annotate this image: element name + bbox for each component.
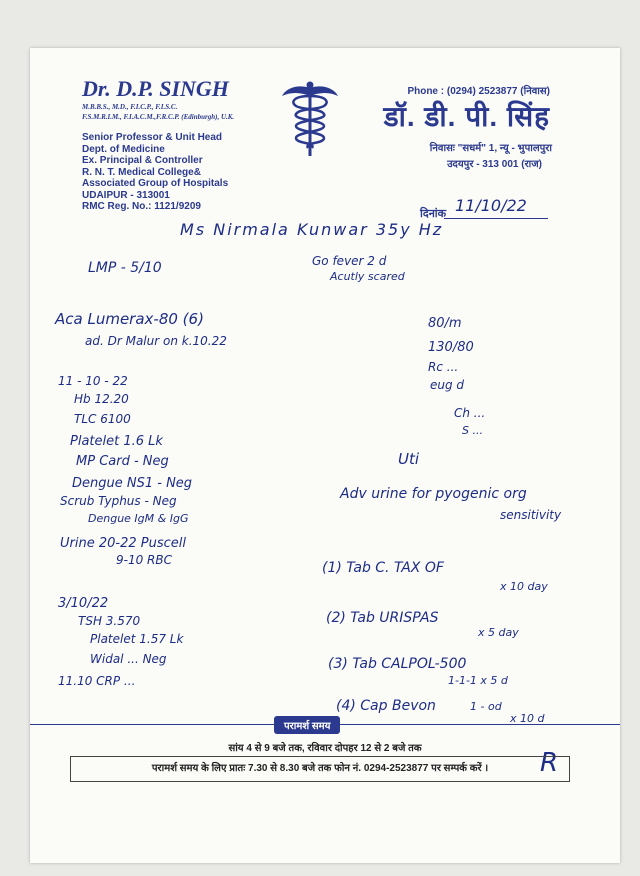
designation-line: Associated Group of Hospitals [82, 178, 229, 189]
handwritten-note: TSH 3.570 [78, 614, 141, 628]
handwritten-rx-dose: 1-1-1 x 5 d [448, 674, 508, 687]
designation-line: Dept. of Medicine [82, 143, 165, 155]
handwritten-note: MP Card - Neg [76, 454, 169, 469]
qualification-line: M.B.B.S., M.D., F.I.C.P., F.I.S.C. [82, 103, 178, 111]
designation-line: R. N. T. Medical College& [82, 166, 201, 178]
handwritten-note: Dengue NS1 - Neg [72, 476, 193, 491]
designation-line: Ex. Principal & Controller [82, 155, 203, 166]
consultation-timing: सांय 4 से 9 बजे तक, रविवार दोपहर 12 से 2 बजे तक [228, 743, 422, 754]
date-underline [444, 218, 548, 219]
handwritten-note: 11.10 CRP ... [58, 674, 136, 688]
handwritten-note: Hb 12.20 [74, 392, 129, 406]
handwritten-rx-dose: 1 - od [470, 700, 502, 713]
designation-line: RMC Reg. No.: 1121/9209 [82, 201, 201, 212]
handwritten-advice-note: sensitivity [500, 508, 562, 522]
handwritten-note: Dengue IgM & IgG [88, 512, 189, 525]
handwritten-complaint: Acutly scared [330, 270, 405, 283]
contact-note: परामर्श समय के लिए प्रातः 7.30 से 8.30 बजे तक फोन नं. 0294-2523877 पर सम्पर्क करें । [151, 763, 489, 774]
handwritten-note: Aca Lumerax-80 (6) [55, 310, 204, 328]
handwritten-complaint: Go fever 2 d [312, 254, 387, 268]
handwritten-note: Scrub Typhus - Neg [60, 494, 177, 508]
handwritten-rx-dose: x 10 d [510, 712, 545, 725]
address-line-1: निवासः "सधर्म" 1, न्यू - भुपालपुरा [429, 143, 552, 154]
handwritten-vital: 80/m [428, 316, 462, 331]
address-line-2: उदयपुर - 313 001 (राज) [447, 159, 542, 170]
handwritten-rx-item: (3) Tab CALPOL-500 [328, 656, 467, 672]
handwritten-signature: R [540, 748, 559, 778]
handwritten-note: Platelet 1.57 Lk [90, 632, 184, 646]
handwritten-note: Platelet 1.6 Lk [70, 434, 163, 449]
handwritten-rx-item: (2) Tab URISPAS [326, 610, 439, 626]
handwritten-note: Widal ... Neg [90, 652, 167, 666]
handwritten-note: Urine 20-22 Puscell [60, 536, 186, 551]
handwritten-vital: 130/80 [428, 340, 474, 355]
qualifications [82, 102, 234, 122]
caduceus-icon [280, 78, 340, 158]
handwritten-advice: Adv urine for pyogenic org [340, 486, 527, 502]
prescription-paper [30, 48, 620, 863]
designation-block [82, 132, 228, 213]
handwritten-note: ad. Dr Malur on k.10.22 [85, 334, 227, 348]
handwritten-note: 9-10 RBC [116, 553, 172, 567]
handwritten-patient-name: Ms Nirmala Kunwar 35y Hz [180, 220, 444, 239]
qualification-line: F.S.M.R.I.M., F.I.A.C.M.,F.R.C.P. (Edinburgh), U.K. [82, 113, 235, 121]
handwritten-vital: Rc ... [428, 360, 459, 374]
date-label: दिनांक [420, 208, 447, 220]
handwritten-note: TLC 6100 [74, 412, 131, 426]
contact-note-box [70, 756, 570, 782]
handwritten-rx-item: (1) Tab C. TAX OF [322, 560, 444, 576]
handwritten-diagnosis: Uti [398, 450, 420, 468]
handwritten-vital: eug d [430, 378, 465, 392]
handwritten-note: 11 - 10 - 22 [58, 374, 128, 388]
handwritten-note: 3/10/22 [58, 596, 109, 611]
designation-line: Senior Professor & Unit Head [82, 132, 223, 143]
handwritten-date: 11/10/22 [455, 196, 527, 215]
doctor-name-hindi: डॉ. डी. पी. सिंह [383, 101, 550, 132]
consultation-time-badge: परामर्श समय [274, 716, 340, 734]
handwritten-rx-dose: x 5 day [478, 626, 519, 639]
handwritten-vital: Ch ... [454, 406, 486, 420]
handwritten-rx-item: (4) Cap Bevon [336, 698, 436, 714]
phone-number: Phone : (0294) 2523877 (निवास) [407, 86, 550, 97]
handwritten-rx-dose: x 10 day [500, 580, 548, 593]
handwritten-note: LMP - 5/10 [88, 260, 162, 276]
designation-line: UDAIPUR - 313001 [82, 189, 170, 201]
handwritten-vital: S ... [462, 424, 483, 437]
doctor-name-english: Dr. D.P. SINGH [82, 76, 229, 101]
